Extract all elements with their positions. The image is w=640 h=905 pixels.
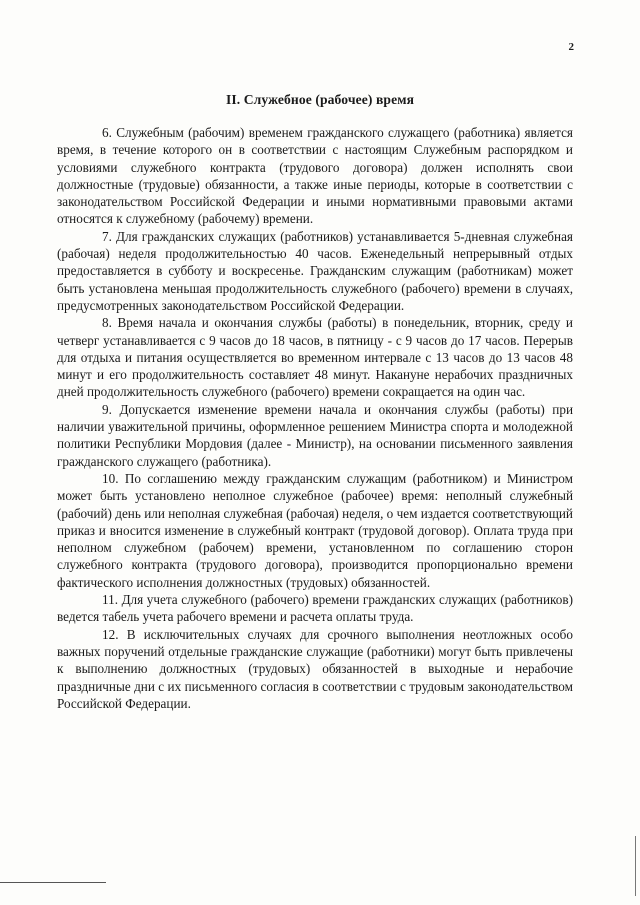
paragraph-11: 11. Для учета служебного (рабочего) времени гражданских служащих (работников) ведется табель учета рабочего времени и расчета оплаты труда. bbox=[57, 592, 573, 625]
page-number: 2 bbox=[568, 41, 574, 53]
paragraph-9: 9. Допускается изменение времени начала и окончания службы (работы) при наличии уважительной причины, оформленное решением Министра спорта и молодежной политики Республики Мордовия (далее - Министр), на основании письменного заявления гражданского служащего (работника). bbox=[57, 401, 573, 469]
paragraph-7: 7. Для гражданских служащих (работников) устанавливается 5-дневная служебная (рабочая) неделя продолжительностью 40 часов. Еженедельный непрерывный отдых предоставляется в субботу и воскресенье. Гражданским служащим (работникам) может быть установлена меньшая продолжительность служебного (рабочего) времени в случаях, предусмотренных законодательством Российской Федерации. bbox=[57, 228, 573, 313]
section-title: II. Служебное (рабочее) время bbox=[225, 92, 415, 107]
paragraph-8: 8. Время начала и окончания службы (работы) в понедельник, вторник, среду и четверг устанавливается с 9 часов до 18 часов, в пятницу - с 9 часов до 17 часов. Перерыв для отдыха и питания осуществляется во временном интервале с 13 часов до 13 часов 48 минут и его продолжительность составляет 48 минут. Накануне нерабочих праздничных дней продолжительность служебного (рабочего) времени сокращается на один час. bbox=[57, 315, 573, 400]
scan-bottom-line bbox=[0, 882, 106, 883]
paragraph-6: 6. Служебным (рабочим) временем гражданского служащего (работника) является время, в течение которого он в соответствии с настоящим Служебным распорядком и условиями служебного контракта (трудового договора) должен исполнять свои должностные (трудовые) обязанности, а также иные периоды, которые в соответствии с законодательством Российской Федерации и иными нормативными правовыми актами относятся к служебному (рабочему) времени. bbox=[57, 125, 573, 227]
document-body bbox=[57, 124, 573, 712]
paragraph-10: 10. По соглашению между гражданским служащим (работником) и Министром может быть установлено неполное служебное (рабочее) время: неполный служебный (рабочий) день или неполная служебная (рабочая) неделя, о чем издается соответствующий приказ и вносится изменение в служебный контракт (трудовой договор). Оплата труда при неполном служебном (рабочем) времени, установленном по соглашению сторон служебного контракта (трудового договора), производится пропорционально времени фактического исполнения должностных (трудовых) обязанностей. bbox=[57, 470, 573, 590]
paragraph-12: 12. В исключительных случаях для срочного выполнения неотложных особо важных поручений отдельные гражданские служащие (работники) могут быть привлечены к выполнению должностных (трудовых) обязанностей в выходные и нерабочие праздничные дни с их письменного согласия в соответствии с трудовым законодательством Российской Федерации. bbox=[57, 626, 573, 711]
scan-edge-mark bbox=[635, 836, 636, 896]
